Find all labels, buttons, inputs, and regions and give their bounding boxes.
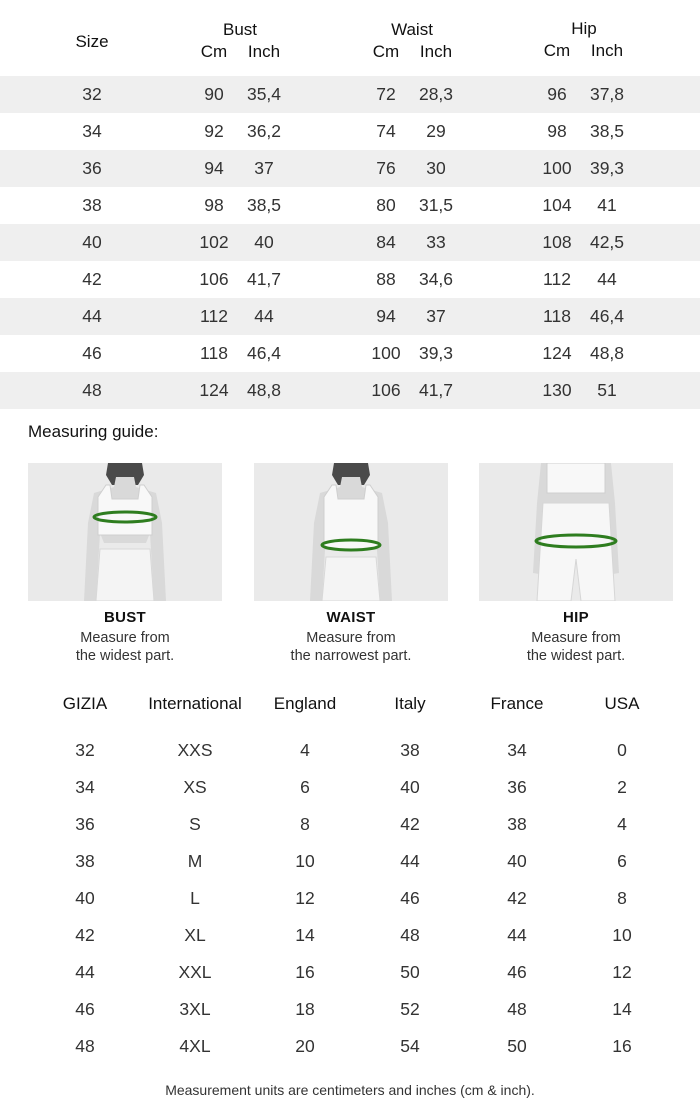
cell-international: 3XL: [179, 999, 211, 1019]
cell-bust-cm: 92: [204, 121, 224, 141]
header-bust-cm: Cm: [200, 42, 228, 61]
guide-label-waist: WAIST: [326, 609, 376, 626]
cell-waist-inch: 37: [426, 306, 446, 326]
header-italy: Italy: [394, 694, 426, 713]
guide-desc-line: the widest part.: [75, 648, 175, 664]
cell-italy: 40: [400, 777, 420, 797]
cell-usa: 6: [617, 851, 627, 871]
guide-desc-line: Measure from: [80, 630, 170, 646]
table-row: [0, 150, 700, 187]
conversion-table-body: [0, 732, 700, 1065]
table-row: [0, 76, 700, 113]
cell-bust-inch: 48,8: [246, 380, 282, 400]
cell-bust-inch: 40: [254, 232, 274, 252]
guide-desc-line: Measure from: [531, 630, 621, 646]
bust-figure-illustration: [28, 463, 222, 601]
guide-item-hip: [479, 463, 673, 665]
guide-item-waist: [254, 463, 448, 665]
guide-item-bust: [28, 463, 222, 665]
cell-hip-cm: 98: [547, 121, 567, 141]
cell-gizia: 48: [75, 1036, 95, 1056]
cell-usa: 2: [617, 777, 627, 797]
table-row: [0, 335, 700, 372]
cell-hip-cm: 112: [543, 269, 571, 289]
cell-waist-inch: 34,6: [418, 269, 454, 289]
cell-usa: 0: [617, 740, 627, 760]
cell-international: 4XL: [179, 1036, 211, 1056]
cell-england: 10: [295, 851, 315, 871]
cell-size: 48: [82, 380, 102, 400]
waist-photo: [254, 463, 448, 601]
guide-desc-line: the narrowest part.: [290, 648, 412, 664]
cell-gizia: 36: [75, 814, 95, 834]
cell-gizia: 40: [75, 888, 95, 908]
cell-bust-inch: 41,7: [246, 269, 282, 289]
bust-photo: [28, 463, 222, 601]
cell-italy: 48: [400, 925, 420, 945]
header-usa: USA: [604, 694, 640, 713]
cell-usa: 10: [612, 925, 632, 945]
table-row: [0, 843, 700, 880]
cell-gizia: 38: [75, 851, 95, 871]
cell-england: 14: [295, 925, 315, 945]
units-footnote: Measurement units are centimeters and inches (cm & inch).: [165, 1082, 535, 1098]
cell-international: L: [190, 888, 200, 908]
cell-gizia: 34: [75, 777, 95, 797]
cell-italy: 54: [400, 1036, 420, 1056]
header-waist: Waist: [391, 20, 433, 39]
cell-bust-inch: 36,2: [246, 121, 282, 141]
guide-label-hip: HIP: [563, 609, 589, 626]
cell-size: 46: [82, 343, 102, 363]
cell-italy: 50: [400, 962, 420, 982]
cell-bust-cm: 90: [204, 84, 224, 104]
cell-italy: 44: [400, 851, 420, 871]
header-england: England: [273, 694, 337, 713]
cell-hip-cm: 100: [542, 158, 572, 178]
table-row: [0, 372, 700, 409]
cell-waist-cm: 94: [376, 306, 396, 326]
cell-hip-cm: 104: [542, 195, 572, 215]
cell-italy: 46: [400, 888, 420, 908]
cell-waist-inch: 28,3: [418, 84, 454, 104]
header-hip: Hip: [571, 19, 597, 38]
cell-england: 4: [300, 740, 310, 760]
cell-waist-cm: 100: [371, 343, 401, 363]
size-chart-header: [0, 0, 700, 76]
header-size: Size: [75, 32, 109, 51]
cell-england: 12: [295, 888, 315, 908]
guide-label-bust: BUST: [103, 609, 147, 626]
cell-waist-inch: 30: [426, 158, 446, 178]
cell-england: 8: [300, 814, 310, 834]
cell-hip-inch: 48,8: [589, 343, 625, 363]
cell-italy: 42: [400, 814, 420, 834]
measuring-guide-title: Measuring guide:: [28, 422, 159, 441]
cell-hip-inch: 41: [597, 195, 617, 215]
cell-size: 42: [82, 269, 102, 289]
header-france: France: [490, 694, 544, 713]
table-row: [0, 187, 700, 224]
guide-desc-line: Measure from: [306, 630, 396, 646]
cell-bust-cm: 118: [200, 343, 228, 363]
cell-waist-inch: 29: [426, 121, 446, 141]
header-waist-cm: Cm: [372, 42, 400, 61]
header-international: International: [148, 694, 242, 713]
cell-bust-inch: 44: [254, 306, 274, 326]
header-hip-cm: Cm: [543, 41, 571, 60]
header-bust-inch: Inch: [247, 42, 281, 61]
cell-international: M: [187, 851, 203, 871]
cell-usa: 16: [612, 1036, 632, 1056]
cell-international: S: [189, 814, 201, 834]
cell-france: 42: [507, 888, 527, 908]
cell-international: XL: [184, 925, 206, 945]
cell-hip-cm: 118: [543, 306, 571, 326]
header-hip-inch: Inch: [590, 41, 624, 60]
cell-usa: 4: [617, 814, 627, 834]
table-row: [0, 954, 700, 991]
guide-desc-bust: [28, 629, 222, 665]
cell-hip-cm: 96: [547, 84, 567, 104]
cell-hip-cm: 130: [542, 380, 572, 400]
header-gizia: GIZIA: [62, 694, 108, 713]
cell-hip-inch: 44: [597, 269, 617, 289]
cell-bust-cm: 124: [199, 380, 229, 400]
cell-hip-inch: 42,5: [589, 232, 625, 252]
cell-bust-cm: 106: [199, 269, 229, 289]
cell-france: 40: [507, 851, 527, 871]
cell-usa: 14: [612, 999, 632, 1019]
cell-international: XS: [183, 777, 207, 797]
waist-figure-illustration: [254, 463, 448, 601]
cell-hip-inch: 38,5: [589, 121, 625, 141]
cell-hip-inch: 51: [597, 380, 617, 400]
cell-size: 36: [82, 158, 102, 178]
cell-bust-inch: 35,4: [246, 84, 282, 104]
cell-hip-inch: 39,3: [589, 158, 625, 178]
cell-size: 38: [82, 195, 102, 215]
cell-france: 46: [507, 962, 527, 982]
cell-international: XXS: [177, 740, 213, 760]
table-row: [0, 298, 700, 335]
table-row: [0, 113, 700, 150]
header-waist-inch: Inch: [419, 42, 453, 61]
cell-gizia: 32: [75, 740, 95, 760]
cell-waist-cm: 72: [376, 84, 396, 104]
cell-bust-inch: 38,5: [246, 195, 282, 215]
cell-england: 20: [295, 1036, 315, 1056]
cell-hip-cm: 108: [542, 232, 572, 252]
table-row: [0, 769, 700, 806]
cell-size: 34: [82, 121, 102, 141]
hip-figure-illustration: [479, 463, 673, 601]
cell-size: 44: [82, 306, 102, 326]
cell-bust-cm: 94: [204, 158, 224, 178]
guide-desc-line: the widest part.: [526, 648, 626, 664]
cell-italy: 52: [400, 999, 420, 1019]
cell-bust-inch: 37: [254, 158, 274, 178]
cell-france: 34: [507, 740, 527, 760]
cell-bust-cm: 98: [204, 195, 224, 215]
cell-hip-inch: 46,4: [589, 306, 625, 326]
guide-desc-hip: [479, 629, 673, 665]
conversion-table-header: [0, 694, 700, 720]
cell-hip-inch: 37,8: [589, 84, 625, 104]
cell-usa: 12: [612, 962, 632, 982]
cell-waist-inch: 33: [426, 232, 446, 252]
guide-desc-waist: [254, 629, 448, 665]
cell-waist-cm: 74: [376, 121, 396, 141]
cell-waist-cm: 76: [376, 158, 396, 178]
cell-france: 38: [507, 814, 527, 834]
cell-bust-cm: 112: [200, 306, 228, 326]
table-row: [0, 806, 700, 843]
cell-france: 36: [507, 777, 527, 797]
table-row: [0, 1028, 700, 1065]
table-row: [0, 880, 700, 917]
cell-gizia: 44: [75, 962, 95, 982]
cell-france: 44: [507, 925, 527, 945]
cell-waist-inch: 39,3: [418, 343, 454, 363]
cell-italy: 38: [400, 740, 420, 760]
header-bust: Bust: [222, 20, 258, 39]
cell-bust-cm: 102: [199, 232, 229, 252]
cell-size: 40: [82, 232, 102, 252]
cell-bust-inch: 46,4: [246, 343, 282, 363]
hip-photo: [479, 463, 673, 601]
cell-international: XXL: [178, 962, 212, 982]
cell-england: 6: [300, 777, 310, 797]
cell-waist-cm: 106: [371, 380, 401, 400]
cell-waist-cm: 88: [376, 269, 396, 289]
table-row: [0, 224, 700, 261]
cell-england: 16: [295, 962, 315, 982]
cell-france: 48: [507, 999, 527, 1019]
cell-waist-cm: 80: [376, 195, 396, 215]
table-row: [0, 991, 700, 1028]
cell-france: 50: [507, 1036, 527, 1056]
cell-size: 32: [82, 84, 102, 104]
cell-gizia: 46: [75, 999, 95, 1019]
cell-waist-cm: 84: [376, 232, 396, 252]
cell-england: 18: [295, 999, 315, 1019]
cell-waist-inch: 41,7: [418, 380, 454, 400]
table-row: [0, 732, 700, 769]
table-row: [0, 917, 700, 954]
cell-hip-cm: 124: [542, 343, 572, 363]
cell-waist-inch: 31,5: [418, 195, 454, 215]
cell-usa: 8: [617, 888, 627, 908]
cell-gizia: 42: [75, 925, 95, 945]
size-chart-body: [0, 76, 700, 409]
table-row: [0, 261, 700, 298]
